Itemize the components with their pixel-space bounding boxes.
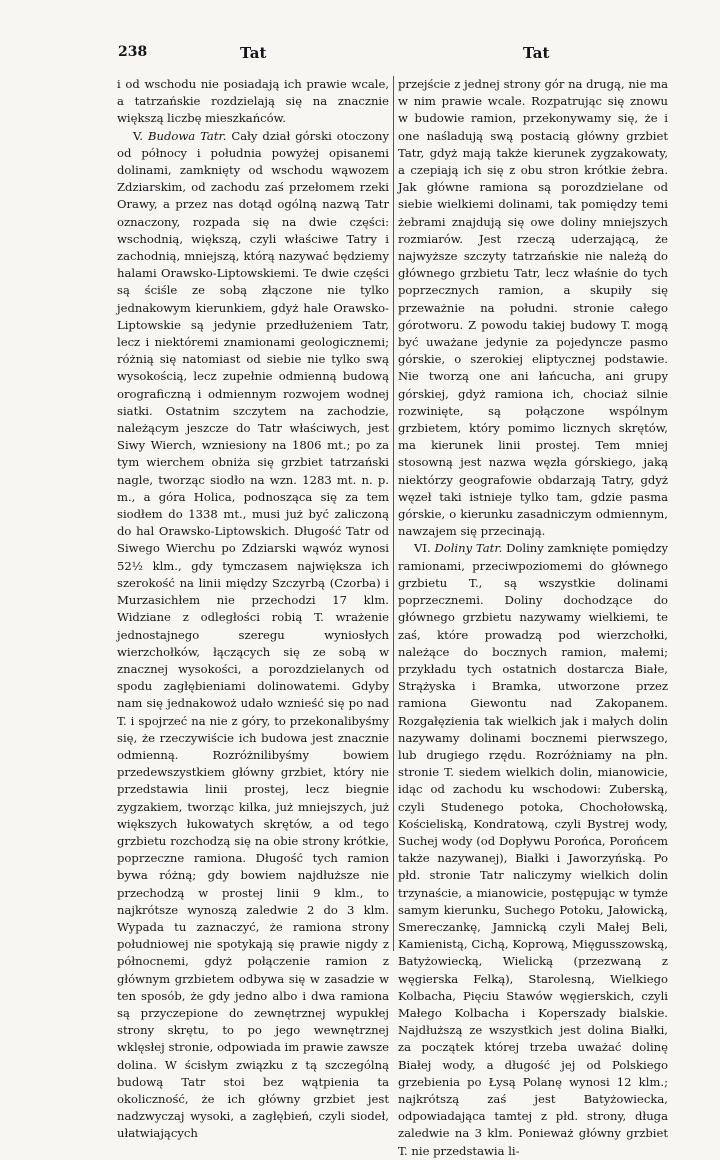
paragraph-body: Cały dział górski otoczony od północy i południa powyżej opisanemi dolinami, zamknięty od wschodu wąwozem Zdziarskim, od zachodu zaś przełomem rzeki Orawy, a przez nas dotąd ogólną nazwą Tatr oznaczony, rozpada się na dwie części: wschodnią, większą, czyli właściwe Tatry i zachodnią, mniejszą, którą nazywać będziemy halami Orawsko-Liptowskiemi. Te dwie części są ściśle ze sobą złączone nie tylko jednakowym kierunkiem, gdyż hale Orawsko-Liptowskie są jedynie przedłużeniem Tatr, lecz i niektóremi znamionami geologicznemi; różnią się natomiast od siebie nie tylko swą wysokością, lecz zupełnie odmienną budową orograficzną i odmiennym rozwojem wodnej siatki. Ostatnim szczytem na zachodzie, należącym jeszcze do Tatr właściwych, jest Siwy Wierch, wzniesiony na 1806 mt.; po za tym wierchem obniża się grzbiet tatrzański nagle, tworząc siodło na wzn. 1283 mt. n. p. m., a góra Holica, podnosząca się za tem siodłem do 1338 mt., musi już być zaliczoną do hal Orawsko-Liptowskich. Długość Tatr od Siwego Wierchu po Zdziarski wąwóz wynosi 52½ klm., gdy tymczasem największa ich szerokość na linii między Szczyrbą (Czorba) i Murzasichłem nie przechodzi 17 klm. Widziane z odległości robią T. wrażenie jednostajnego szeregu wyniosłych wierzchołków, łączących się ze sobą w znacznej wysokości, a porozdzielanych od spodu zagłębieniami dolinowatemi. Gdyby nam się jednakowoż udało wznieść się po nad T. i spojrzeć na nie z góry, to przekonalibyśmy się, że rzeczywiście ich budowa jest znacznie odmienną. Rozróżnilibyśmy bowiem przedewszystkiem główny grzbiet, który nie przedstawia linii prostej, lecz biegnie zygzakiem, tworząc kilka, już mniejszych, już większych łukowatych skrętów, a od tego grzbietu rozchodzą się na obie strony krótkie, poprzeczne ramiona. Długość tych ramion bywa różną; gdy bowiem najdłuższe nie przechodzą w prostej linii 9 klm., to najkrótsze wynoszą zaledwie 2 do 3 klm. Wypada tu zaznaczyć, że ramiona strony południowej nie spotykają się prawie nigdy z północnemi, gdyż połączenie ramion z głównym grzbietem odbywa się w zasadzie w ten sposób, że gdy jedno albo i dwa ramiona są przyczepione do zewnętrznej wypukłej strony skrętu, to po jego wewnętrznej wklęsłej stronie, odpowiada im prawie zawsze dolina. W ścisłym związku z tą szczególną budową Tatr stoi bez wątpienia ta okoliczność, że ich główny grzbiet jest nadzwyczaj wysoki, a zagłębień, czyli siodeł, ułatwiających — [117, 128, 389, 1141]
paragraph-body: Doliny zamknięte pomiędzy ramionami, przeciwpoziomemi do głównego grzbietu T., są wszystkie dolinami poprzecznemi. Doliny dochodzące do głównego grzbietu nazywamy wielkiemi, te zaś, które prowadzą pod wierzchołki, należące do bocznych ramion, małemi; przykładu tych ostatnich dostarcza Białe, Strążyska i Bramka, utworzone przez ramiona Giewontu nad Zakopanem. Rozgałęzienia tak wielkich jak i małych dolin nazywamy dolinami bocznemi pierwszego, lub drugiego rzędu. Rozróżniamy na płn. stronie T. siedem wielkich dolin, mianowicie, idąc od zachodu ku wschodowi: Zuberską, czyli Studenego potoka, Chochołowską, Kościeliską, Kondratową, czyli Bystrej wody, Suchej wody (od Dopływu Porońca, Porońcem także nazywanej), Białki i Jaworzyńską. Po płd. stronie Tatr naliczymy wielkich dolin trzynaście, a mianowicie, postępując w tymże samym kierunku, Suchego Potoku, Jałowicką, Smereczankę, Jamnicką czyli Małej Beli, Kamienistą, Cichą, Koprową, Mięgusszowską, Batyżowiecką, Wielicką (przezwaną z węgierska Felką), Starolesną, Wielkiego Kolbacha, Pięciu Stawów węgierskich, czyli Małego Kolbacha i Koperszady bialskie. Najdłuższą ze wszystkich jest dolina Białki, za początek której trzeba uważać dolinę Białej wody, a długość jej od Polskiego grzebienia po Łysą Polanę wynosi 12 klm.; najkrótszą zaś jest Batyżowiecka, odpowiadająca tamtej z płd. strony, długa zaledwie na 3 klm. Ponieważ główny grzbiet T. nie przedstawia li- — [398, 541, 669, 1158]
column-divider — [393, 76, 394, 951]
running-head-left: Tat — [240, 44, 267, 62]
left-column — [117, 76, 389, 1141]
paragraph-continuation: i od wschodu nie posiadają ich prawie wcale, a tatrzańskie rozdzielają się na znacznie większą liczbę mieszkańców. — [117, 77, 389, 126]
section-number: V. — [133, 128, 144, 143]
paragraph-continuation: przejście z jednej strony gór na drugą, nie ma w nim prawie wcale. Rozpatrując się znowu w budowie ramion, przekonywamy się, że i one naśladują swą postacią główny grzbiet Tatr, gdyż mają także kierunek zygzakowaty, a czepiają ich się z obu stron krótkie żebra. Jak główne ramiona są porozdzielane od siebie wielkiemi dolinami, tak pomiędzy temi żebrami znajdują się owe doliny mniejszych rozmiarów. Jest rzeczą uderzającą, że najwyższe szczyty tatrzańskie nie należą do głównego grzbietu Tatr, lecz właśnie do tych poprzecznych ramion, a skupiły się przeważnie na południ. stronie całego górotworu. Z powodu takiej budowy T. mogą być uważane jedynie za pojedyncze pasmo górskie, o szerokiej eliptycznej podstawie. Nie tworzą one ani łańcucha, ani grupy górskiej, gdyż ramiona ich, chociaż silnie rozwinięte, są połączone wspólnym grzbietem, który pomimo licznych skrętów, ma kierunek linii prostej. Tem mniej stosowną jest nazwa węzła górskiego, jaką niektórzy geografowie obdarzają Tatry, gdyż węzeł taki istnieje tylko tam, gdzie pasma górskie, o kierunku zasadniczym odmiennym, nawzajem się przecinają. — [398, 77, 668, 539]
page-header — [0, 44, 720, 66]
right-column — [398, 76, 669, 1158]
section-number: VI. — [414, 541, 431, 556]
page-number: 238 — [118, 44, 148, 60]
section-title: Budowa Tatr. — [147, 128, 227, 143]
paragraph-budowa-tatr — [117, 128, 389, 1143]
running-head-right: Tat — [523, 44, 550, 62]
section-title: Doliny Tatr. — [434, 541, 503, 556]
paragraph-doliny-tatr — [398, 540, 668, 1159]
